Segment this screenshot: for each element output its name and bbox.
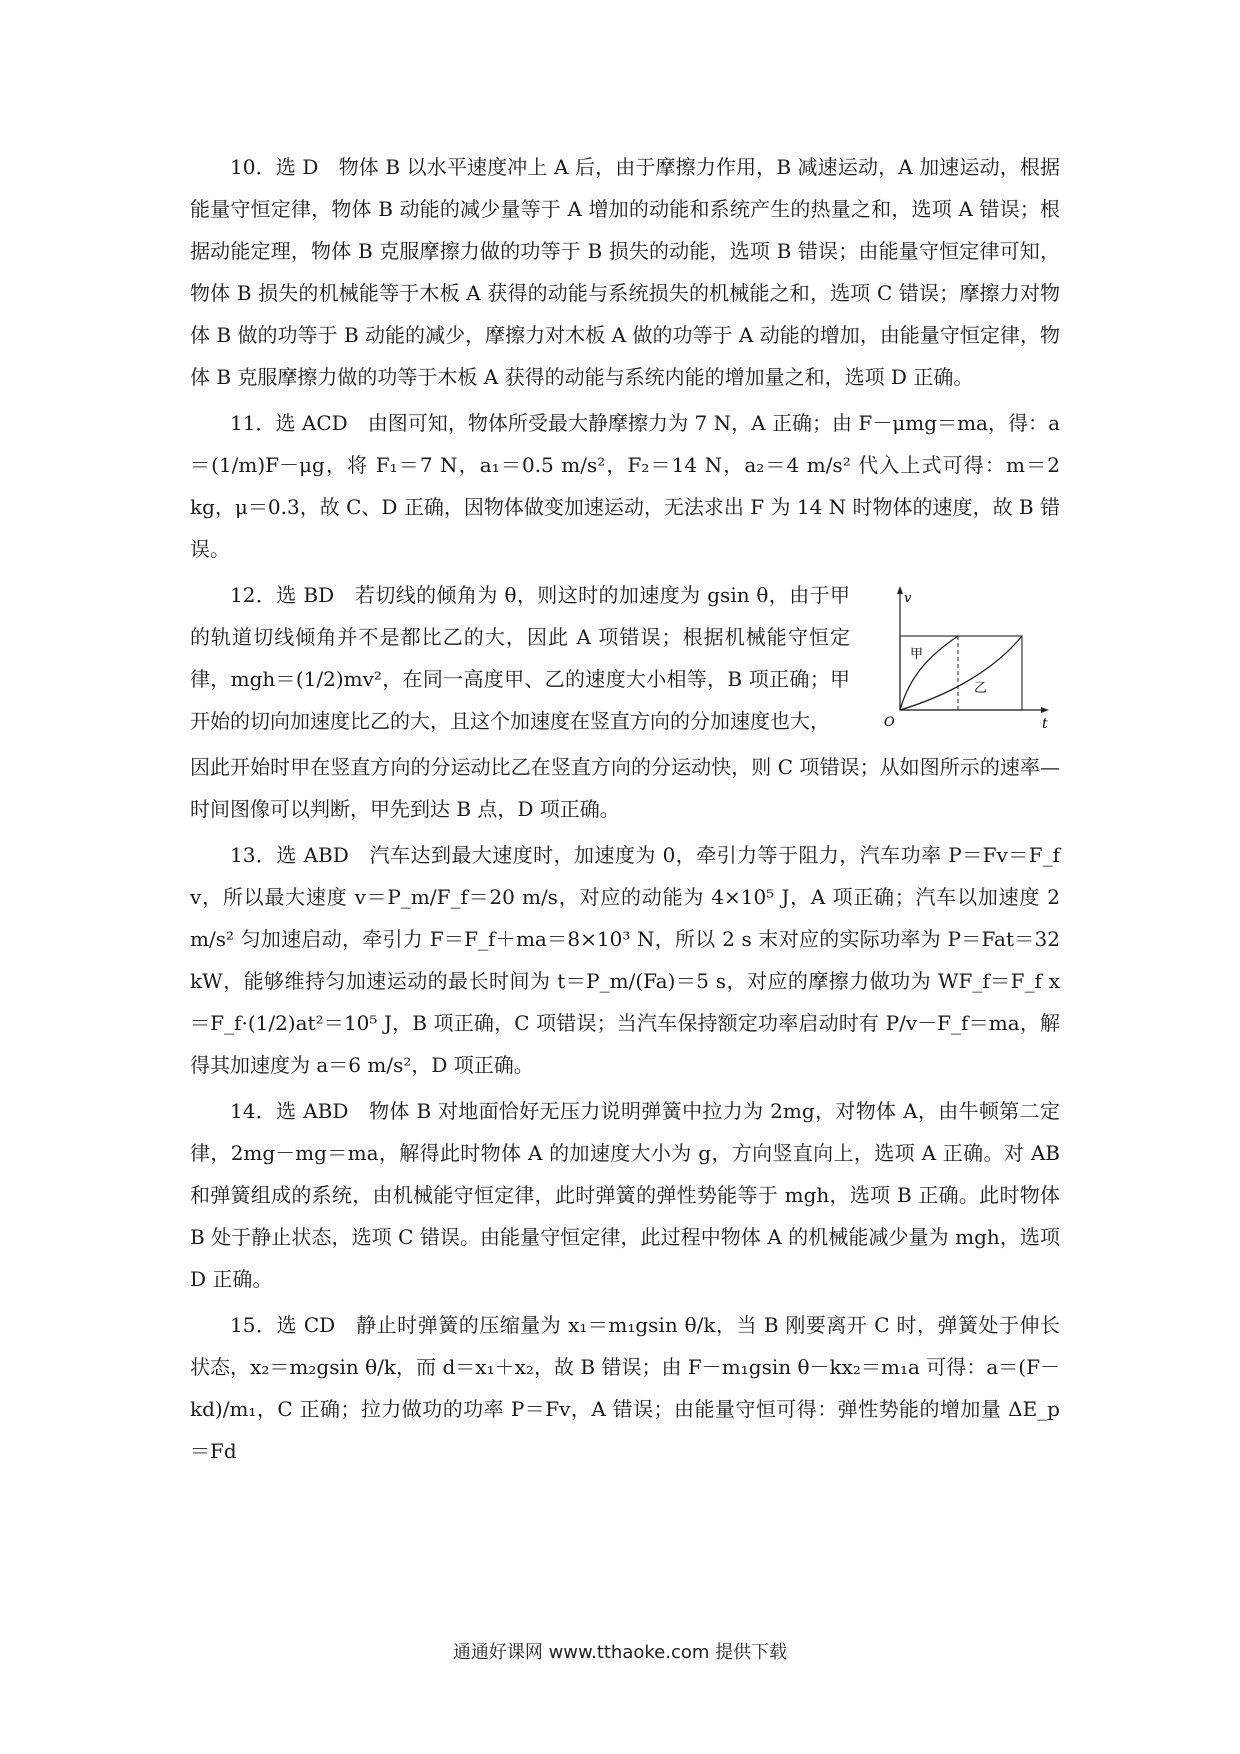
- answer-10: 10．选 D 物体 B 以水平速度冲上 A 后，由于摩擦力作用，B 减速运动，A 加速运动，根据能量守恒定律，物体 B 动能的减少量等于 A 增加的动能和系统产生的热量之和，选项 A 错误；根据动能定理，物体 B 克服摩擦力做的功等于 B 损失的动能，选项 B 错误；由能量守恒定律可知，物体 B 损失的机械能等于木板 A 获得的动能与系统损失的机械能之和，选项 C 错误；摩擦力对物体 B 做的功等于 B 动能的减少，摩擦力对木板 A 做的功等于 A 动能的增加，由能量守恒定律，物体 B 克服摩擦力做的功等于木板 A 获得的动能与系统内能的增加量之和，选项 D 正确。: [190, 155, 1060, 389]
- y-axis-arrow: [897, 586, 903, 594]
- answer-13: 13．选 ABD 汽车达到最大速度时，加速度为 0，牵引力等于阻力，汽车功率 P＝Fv＝F_f v，所以最大速度 v＝P_m/F_f＝20 m/s，对应的动能为 4×10⁵ J，A 项正确；汽车以加速度 2 m/s² 匀加速启动，牵引力 F＝F_f＋ma＝8×10³ N，所以 2 s 末对应的实际功率为 P＝Fat＝32 kW，能够维持匀加速运动的最长时间为 t＝P_m/(Fa)＝5 s，对应的摩擦力做功为 WF_f＝F_f x＝F_f·(1/2)at²＝10⁵ J，B 项正确，C 项错误；当汽车保持额定功率启动时有 P/v－F_f＝ma，解得其加速度为 a＝6 m/s²，D 项正确。: [190, 843, 1060, 1077]
- origin-label: O: [884, 715, 895, 730]
- answer-12-block: [190, 574, 1060, 746]
- y-axis-label: v: [904, 591, 912, 606]
- label-jia: 甲: [910, 647, 924, 662]
- velocity-time-figure: [870, 580, 1060, 734]
- vt-graph: [870, 580, 1060, 730]
- x-axis-label: t: [1042, 716, 1048, 730]
- answer-content: [190, 146, 1060, 1476]
- label-yi: 乙: [974, 681, 988, 696]
- answer-12-part1: 12．选 BD 若切线的倾角为 θ，则这时的加速度为 gsin θ，由于甲的轨道切线倾角并不是都比乙的大，因此 A 项错误；根据机械能守恒定律，mgh＝(1/2)mv²，在同一高度甲、乙的速度大小相等，B 项正确；甲开始的切向加速度比乙的大，且这个加速度在竖直方向的分加速度也大，: [190, 583, 850, 733]
- curve-jia: [900, 636, 958, 710]
- answer-12-part2: 因此开始时甲在竖直方向的分运动比乙在竖直方向的分运动快，则 C 项错误；从如图所示的速率—时间图像可以判断，甲先到达 B 点，D 项正确。: [190, 755, 1060, 821]
- page-footer: 通通好课网 www.tthaoke.com 提供下载: [452, 1642, 788, 1663]
- answer-14: 14．选 ABD 物体 B 对地面恰好无压力说明弹簧中拉力为 2mg，对物体 A，由牛顿第二定律，2mg－mg＝ma，解得此时物体 A 的加速度大小为 g，方向竖直向上，选项 A 正确。对 AB 和弹簧组成的系统，由机械能守恒定律，此时弹簧的弹性势能等于 mgh，选项 B 正确。此时物体 B 处于静止状态，选项 C 错误。由能量守恒定律，此过程中物体 A 的机械能减少量为 mgh，选项 D 正确。: [190, 1099, 1060, 1291]
- x-axis-arrow: [1041, 707, 1049, 713]
- answer-11: 11．选 ACD 由图可知，物体所受最大静摩擦力为 7 N，A 正确；由 F－μmg＝ma，得：a＝(1/m)F－μg，将 F₁＝7 N，a₁＝0.5 m/s²，F₂＝14 N，a₂＝4 m/s² 代入上式可得：m＝2 kg，μ＝0.3，故 C、D 正确，因物体做变加速运动，无法求出 F 为 14 N 时物体的速度，故 B 错误。: [190, 411, 1060, 561]
- answer-15: 15．选 CD 静止时弹簧的压缩量为 x₁＝m₁gsin θ/k，当 B 刚要离开 C 时，弹簧处于伸长状态，x₂＝m₂gsin θ/k，而 d＝x₁＋x₂，故 B 错误；由 F－m₁gsin θ－kx₂＝m₁a 可得：a＝(F－kd)/m₁，C 正确；拉力做功的功率 P＝Fv，A 错误；由能量守恒可得：弹性势能的增加量 ΔE_p＝Fd: [190, 1313, 1060, 1463]
